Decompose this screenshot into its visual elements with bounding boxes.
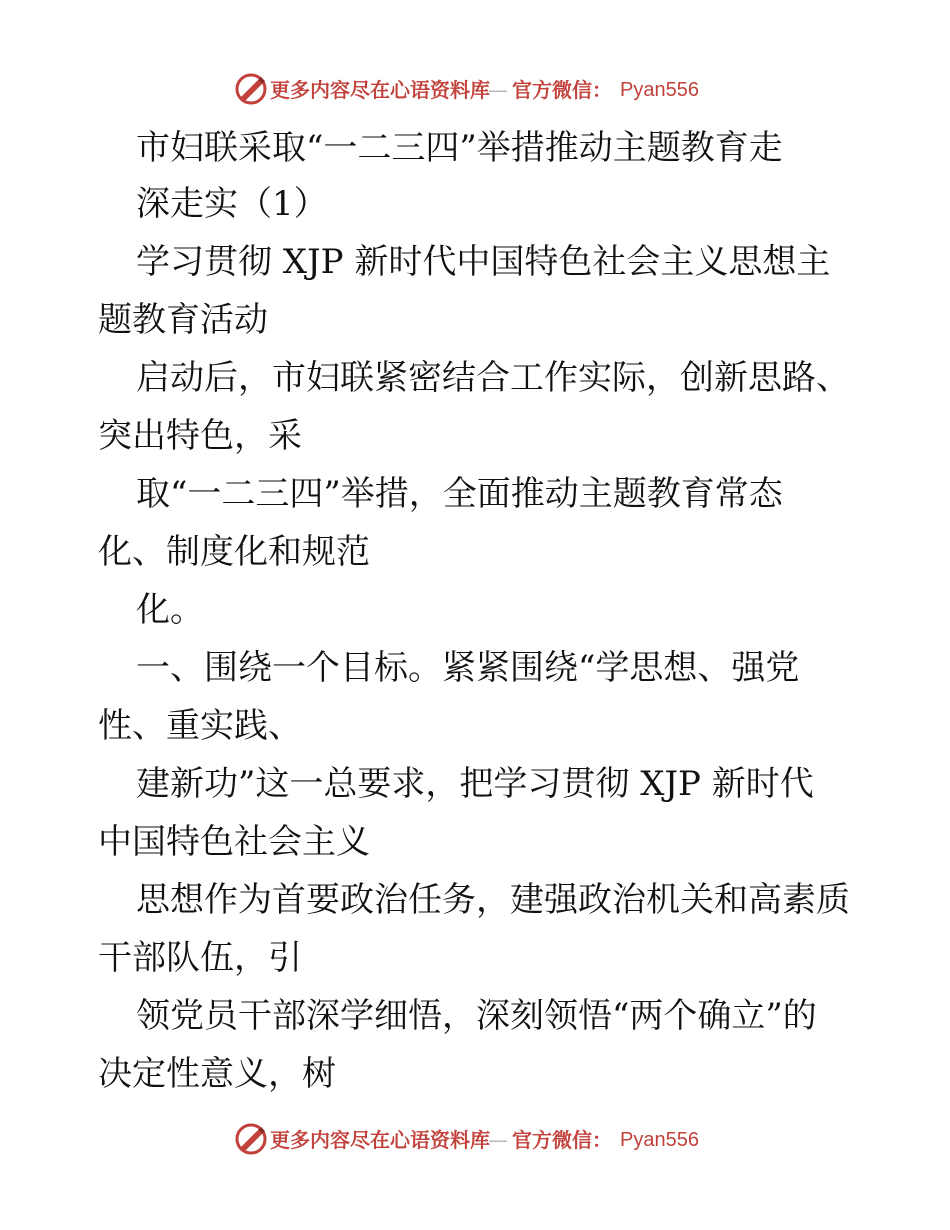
text-line: 深走实（1） [136,184,328,224]
banner-channel-label: 官方微信： [512,1128,612,1152]
pen-logo-icon [234,1122,268,1156]
banner-channel-label: 官方微信： [512,78,612,102]
footer-banner [0,1120,950,1160]
text-line: 化、制度化和规范 [98,532,370,572]
text-line: 学习贯彻 XJP 新时代中国特色社会主义思想主 [136,242,831,282]
banner-main-text: 更多内容尽在心语资料库 [270,1128,490,1152]
text-line: 性、重实践、 [98,706,302,746]
text-line: 一、围绕一个目标。紧紧围绕“学思想、强党 [136,648,800,688]
text-line: 市妇联采取“一二三四”举措推动主题教育走 [136,128,783,168]
banner-dash: — [488,1128,508,1152]
text-line: 突出特色，采 [98,416,302,456]
banner-dash: — [488,78,508,102]
text-line: 思想作为首要政治任务，建强政治机关和高素质 [136,880,850,920]
text-line: 领党员干部深学细悟，深刻领悟“两个确立”的 [136,996,817,1036]
text-line: 取“一二三四”举措，全面推动主题教育常态 [136,474,783,514]
banner-account: Pyan556 [620,1129,699,1151]
text-line: 中国特色社会主义 [98,822,370,862]
text-line: 建新功”这一总要求，把学习贯彻 XJP 新时代 [136,764,814,804]
text-line: 决定性意义，树 [98,1054,336,1094]
text-line: 化。 [136,590,204,630]
banner-main-text: 更多内容尽在心语资料库 [270,78,490,102]
text-line: 干部队伍，引 [98,938,302,978]
text-line: 题教育活动 [98,300,268,340]
banner-account: Pyan556 [620,79,699,101]
text-line: 启动后，市妇联紧密结合工作实际，创新思路、 [136,358,850,398]
